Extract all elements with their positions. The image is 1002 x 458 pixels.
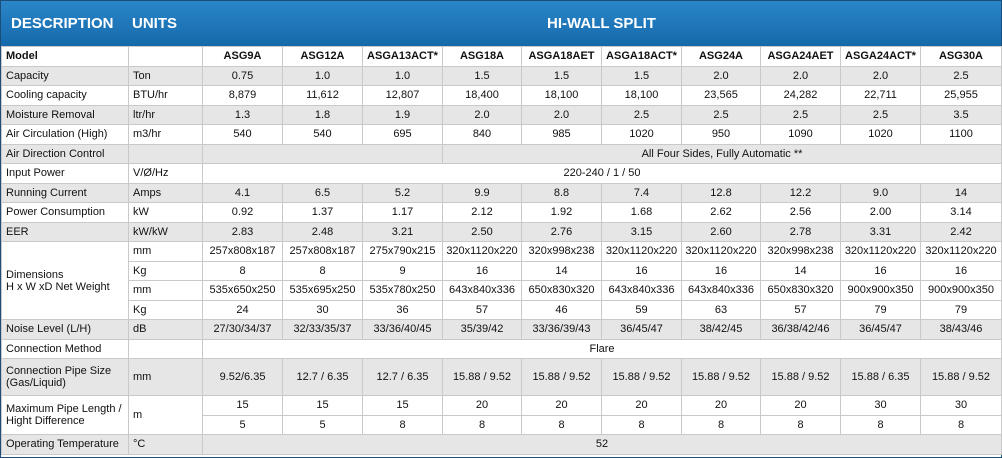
eer-unit: kW/kW	[129, 222, 203, 242]
air-direction-label: Air Direction Control	[2, 144, 129, 164]
pipe-length-value: 30	[921, 396, 1002, 416]
outdoor-weight-value: 59	[602, 300, 682, 320]
outdoor-weight-value: 36	[363, 300, 443, 320]
running-current-value: 5.2	[363, 183, 443, 203]
model-name: ASG24A	[682, 47, 761, 67]
outdoor-weight-value: 79	[921, 300, 1002, 320]
height-difference-value: 8	[363, 415, 443, 435]
cooling-capacity-value: 8,879	[203, 86, 283, 106]
moisture-removal-value: 2.5	[682, 105, 761, 125]
capacity-value: 1.0	[363, 66, 443, 86]
pipe-length-value: 20	[522, 396, 602, 416]
running-current-value: 14	[921, 183, 1002, 203]
cooling-capacity-value: 18,400	[443, 86, 522, 106]
height-difference-value: 8	[682, 415, 761, 435]
running-current-value: 7.4	[602, 183, 682, 203]
model-name: ASGA24AET	[761, 47, 841, 67]
moisture-removal-value: 1.9	[363, 105, 443, 125]
outdoor-weight-value: 57	[443, 300, 522, 320]
power-consumption-value: 1.92	[522, 203, 602, 223]
height-difference-value: 5	[203, 415, 283, 435]
air-circulation-value: 985	[522, 125, 602, 145]
capacity-value: 2.5	[921, 66, 1002, 86]
pipe-length-value: 20	[443, 396, 522, 416]
model-name: ASGA13ACT*	[363, 47, 443, 67]
air-circulation-row	[2, 125, 1002, 145]
power-consumption-value: 2.12	[443, 203, 522, 223]
cooling-capacity-value: 25,955	[921, 86, 1002, 106]
running-current-value: 6.5	[283, 183, 363, 203]
pipe-size-value: 15.88 / 9.52	[522, 359, 602, 396]
pipe-length-value: 15	[283, 396, 363, 416]
moisture-removal-value: 3.5	[921, 105, 1002, 125]
outdoor-dimension-row	[2, 281, 1002, 301]
air-circulation-unit: m3/hr	[129, 125, 203, 145]
spec-table	[1, 46, 1002, 455]
outdoor-dimension-value: 643x840x336	[682, 281, 761, 301]
pipe-length-value: 20	[761, 396, 841, 416]
running-current-value: 9.9	[443, 183, 522, 203]
indoor-weight-row	[2, 261, 1002, 281]
moisture-removal-value: 2.0	[443, 105, 522, 125]
power-consumption-unit: kW	[129, 203, 203, 223]
height-difference-value: 8	[443, 415, 522, 435]
moisture-removal-unit: ltr/hr	[129, 105, 203, 125]
capacity-value: 1.5	[522, 66, 602, 86]
outdoor-weight-value: 63	[682, 300, 761, 320]
indoor-weight-value: 8	[283, 261, 363, 281]
height-difference-value: 8	[761, 415, 841, 435]
header-title: HI-WALL SPLIT	[547, 15, 656, 32]
outdoor-dimension-value: 535x650x250	[203, 281, 283, 301]
noise-level-value: 35/39/42	[443, 320, 522, 340]
running-current-value: 12.8	[682, 183, 761, 203]
eer-row	[2, 222, 1002, 242]
noise-level-value: 27/30/34/37	[203, 320, 283, 340]
outdoor-weight-value: 30	[283, 300, 363, 320]
moisture-removal-row	[2, 105, 1002, 125]
air-circulation-value: 540	[203, 125, 283, 145]
outdoor-dimension-value: 650x830x320	[522, 281, 602, 301]
header-description: DESCRIPTION	[11, 15, 114, 32]
indoor-weight-value: 16	[841, 261, 921, 281]
pipe-size-label-line2: (Gas/Liquid)	[6, 377, 66, 389]
pipe-length-value: 15	[203, 396, 283, 416]
air-circulation-value: 695	[363, 125, 443, 145]
indoor-dimension-value: 275x790x215	[363, 242, 443, 262]
cooling-capacity-value: 23,565	[682, 86, 761, 106]
pipe-size-value: 15.88 / 9.52	[602, 359, 682, 396]
pipe-size-label	[2, 359, 129, 396]
running-current-value: 4.1	[203, 183, 283, 203]
power-consumption-value: 2.62	[682, 203, 761, 223]
noise-level-value: 32/33/35/37	[283, 320, 363, 340]
pipe-length-label	[2, 396, 129, 435]
indoor-weight-value: 14	[522, 261, 602, 281]
eer-value: 2.48	[283, 222, 363, 242]
capacity-value: 0.75	[203, 66, 283, 86]
air-circulation-label: Air Circulation (High)	[2, 125, 129, 145]
running-current-label: Running Current	[2, 183, 129, 203]
indoor-weight-unit: Kg	[129, 261, 203, 281]
operating-temperature-label: Operating Temperature	[2, 435, 129, 455]
indoor-weight-value: 16	[443, 261, 522, 281]
power-consumption-value: 0.92	[203, 203, 283, 223]
capacity-value: 1.0	[283, 66, 363, 86]
noise-level-value: 36/45/47	[841, 320, 921, 340]
indoor-dimension-value: 320x1120x220	[682, 242, 761, 262]
outdoor-weight-row	[2, 300, 1002, 320]
pipe-size-row	[2, 359, 1002, 396]
running-current-value: 9.0	[841, 183, 921, 203]
model-name: ASG18A	[443, 47, 522, 67]
model-name: ASGA18AET	[522, 47, 602, 67]
cooling-capacity-label: Cooling capacity	[2, 86, 129, 106]
indoor-dimension-value: 257x808x187	[203, 242, 283, 262]
moisture-removal-value: 2.5	[602, 105, 682, 125]
height-difference-value: 8	[602, 415, 682, 435]
power-consumption-value: 2.00	[841, 203, 921, 223]
indoor-dimension-value: 320x998x238	[522, 242, 602, 262]
outdoor-weight-value: 57	[761, 300, 841, 320]
pipe-size-value: 15.88 / 9.52	[761, 359, 841, 396]
air-circulation-value: 540	[283, 125, 363, 145]
moisture-removal-value: 1.8	[283, 105, 363, 125]
cooling-capacity-value: 18,100	[602, 86, 682, 106]
noise-level-value: 36/45/47	[602, 320, 682, 340]
eer-value: 3.15	[602, 222, 682, 242]
power-consumption-value: 2.56	[761, 203, 841, 223]
pipe-size-value: 12.7 / 6.35	[363, 359, 443, 396]
model-name: ASGA24ACT*	[841, 47, 921, 67]
moisture-removal-label: Moisture Removal	[2, 105, 129, 125]
operating-temperature-unit: °C	[129, 435, 203, 455]
air-direction-row	[2, 144, 1002, 164]
pipe-length-unit: m	[129, 396, 203, 435]
input-power-value: 220-240 / 1 / 50	[203, 164, 1002, 184]
air-circulation-value: 1090	[761, 125, 841, 145]
pipe-length-value: 15	[363, 396, 443, 416]
capacity-value: 2.0	[841, 66, 921, 86]
cooling-capacity-row	[2, 86, 1002, 106]
indoor-dimension-value: 320x1120x220	[443, 242, 522, 262]
indoor-weight-value: 16	[921, 261, 1002, 281]
input-power-unit: V/Ø/Hz	[129, 164, 203, 184]
capacity-label: Capacity	[2, 66, 129, 86]
pipe-size-value: 15.88 / 9.52	[443, 359, 522, 396]
noise-level-value: 38/43/46	[921, 320, 1002, 340]
pipe-length-row	[2, 396, 1002, 416]
outdoor-dimension-value: 900x900x350	[841, 281, 921, 301]
outdoor-weight-value: 24	[203, 300, 283, 320]
power-consumption-value: 1.68	[602, 203, 682, 223]
operating-temperature-value: 52	[203, 435, 1002, 455]
cooling-capacity-value: 22,711	[841, 86, 921, 106]
outdoor-dimension-value: 643x840x336	[602, 281, 682, 301]
dimensions-label-line1: Dimensions	[6, 268, 64, 281]
model-name: ASG30A	[921, 47, 1002, 67]
capacity-value: 1.5	[443, 66, 522, 86]
pipe-size-value: 15.88 / 9.52	[921, 359, 1002, 396]
pipe-length-label-line2: Hight Difference	[6, 415, 85, 427]
pipe-length-value: 20	[602, 396, 682, 416]
capacity-row	[2, 66, 1002, 86]
pipe-size-value: 15.88 / 9.52	[682, 359, 761, 396]
moisture-removal-value: 1.3	[203, 105, 283, 125]
air-direction-spacer	[203, 144, 443, 164]
noise-level-row	[2, 320, 1002, 340]
air-circulation-value: 1100	[921, 125, 1002, 145]
eer-value: 2.83	[203, 222, 283, 242]
power-consumption-value: 1.17	[363, 203, 443, 223]
pipe-size-unit: mm	[129, 359, 203, 396]
dimensions-label	[2, 242, 129, 320]
pipe-length-value: 20	[682, 396, 761, 416]
outdoor-weight-unit: Kg	[129, 300, 203, 320]
moisture-removal-value: 2.0	[522, 105, 602, 125]
eer-value: 2.50	[443, 222, 522, 242]
model-row	[2, 47, 1002, 67]
indoor-weight-value: 8	[203, 261, 283, 281]
moisture-removal-value: 2.5	[761, 105, 841, 125]
indoor-dimension-value: 320x1120x220	[602, 242, 682, 262]
indoor-weight-value: 14	[761, 261, 841, 281]
air-circulation-value: 1020	[841, 125, 921, 145]
air-circulation-value: 1020	[602, 125, 682, 145]
input-power-label: Input Power	[2, 164, 129, 184]
moisture-removal-value: 2.5	[841, 105, 921, 125]
power-consumption-label: Power Consumption	[2, 203, 129, 223]
dimensions-label-line2: H x W xD Net Weight	[6, 280, 110, 293]
power-consumption-row	[2, 203, 1002, 223]
connection-method-row	[2, 339, 1002, 359]
air-direction-value: All Four Sides, Fully Automatic **	[443, 144, 1002, 164]
pipe-length-label-line1: Maximum Pipe Length /	[6, 403, 122, 415]
cooling-capacity-unit: BTU/hr	[129, 86, 203, 106]
noise-level-value: 36/38/42/46	[761, 320, 841, 340]
indoor-dimension-unit: mm	[129, 242, 203, 262]
indoor-weight-value: 9	[363, 261, 443, 281]
outdoor-dimension-value: 643x840x336	[443, 281, 522, 301]
height-difference-value: 8	[921, 415, 1002, 435]
noise-level-value: 33/36/40/45	[363, 320, 443, 340]
outdoor-weight-value: 79	[841, 300, 921, 320]
eer-value: 2.78	[761, 222, 841, 242]
cooling-capacity-value: 12,807	[363, 86, 443, 106]
input-power-row	[2, 164, 1002, 184]
pipe-size-label-line1: Connection Pipe Size	[6, 365, 112, 377]
operating-temperature-row	[2, 435, 1002, 455]
running-current-row	[2, 183, 1002, 203]
height-difference-value: 8	[522, 415, 602, 435]
capacity-value: 2.0	[761, 66, 841, 86]
eer-value: 2.76	[522, 222, 602, 242]
indoor-dimension-value: 320x1120x220	[841, 242, 921, 262]
air-direction-unit-empty	[129, 144, 203, 164]
model-unit-empty	[129, 47, 203, 67]
eer-value: 3.31	[841, 222, 921, 242]
indoor-dimension-value: 257x808x187	[283, 242, 363, 262]
running-current-unit: Amps	[129, 183, 203, 203]
eer-value: 3.21	[363, 222, 443, 242]
indoor-dimension-value: 320x998x238	[761, 242, 841, 262]
outdoor-dimension-value: 535x780x250	[363, 281, 443, 301]
height-difference-value: 8	[841, 415, 921, 435]
connection-method-unit-empty	[129, 339, 203, 359]
model-name: ASG9A	[203, 47, 283, 67]
model-name: ASGA18ACT*	[602, 47, 682, 67]
capacity-value: 2.0	[682, 66, 761, 86]
eer-label: EER	[2, 222, 129, 242]
capacity-unit: Ton	[129, 66, 203, 86]
model-label: Model	[2, 47, 129, 67]
outdoor-dimension-value: 650x830x320	[761, 281, 841, 301]
pipe-size-value: 9.52/6.35	[203, 359, 283, 396]
running-current-value: 8.8	[522, 183, 602, 203]
connection-method-value: Flare	[203, 339, 1002, 359]
cooling-capacity-value: 24,282	[761, 86, 841, 106]
header-bar	[1, 1, 1001, 46]
outdoor-dimension-value: 900x900x350	[921, 281, 1002, 301]
indoor-weight-value: 16	[602, 261, 682, 281]
outdoor-weight-value: 46	[522, 300, 602, 320]
outdoor-dimension-unit: mm	[129, 281, 203, 301]
eer-value: 2.42	[921, 222, 1002, 242]
power-consumption-value: 3.14	[921, 203, 1002, 223]
pipe-size-value: 12.7 / 6.35	[283, 359, 363, 396]
pipe-size-value: 15.88 / 6.35	[841, 359, 921, 396]
cooling-capacity-value: 18,100	[522, 86, 602, 106]
noise-level-unit: dB	[129, 320, 203, 340]
pipe-length-value: 30	[841, 396, 921, 416]
header-units: UNITS	[132, 15, 177, 32]
outdoor-dimension-value: 535x695x250	[283, 281, 363, 301]
power-consumption-value: 1.37	[283, 203, 363, 223]
capacity-value: 1.5	[602, 66, 682, 86]
cooling-capacity-value: 11,612	[283, 86, 363, 106]
noise-level-value: 33/36/39/43	[522, 320, 602, 340]
indoor-dimension-row	[2, 242, 1002, 262]
eer-value: 2.60	[682, 222, 761, 242]
indoor-dimension-value: 320x1120x220	[921, 242, 1002, 262]
running-current-value: 12.2	[761, 183, 841, 203]
air-circulation-value: 950	[682, 125, 761, 145]
noise-level-value: 38/42/45	[682, 320, 761, 340]
connection-method-label: Connection Method	[2, 339, 129, 359]
indoor-weight-value: 16	[682, 261, 761, 281]
model-name: ASG12A	[283, 47, 363, 67]
height-difference-value: 5	[283, 415, 363, 435]
noise-level-label: Noise Level (L/H)	[2, 320, 129, 340]
air-circulation-value: 840	[443, 125, 522, 145]
